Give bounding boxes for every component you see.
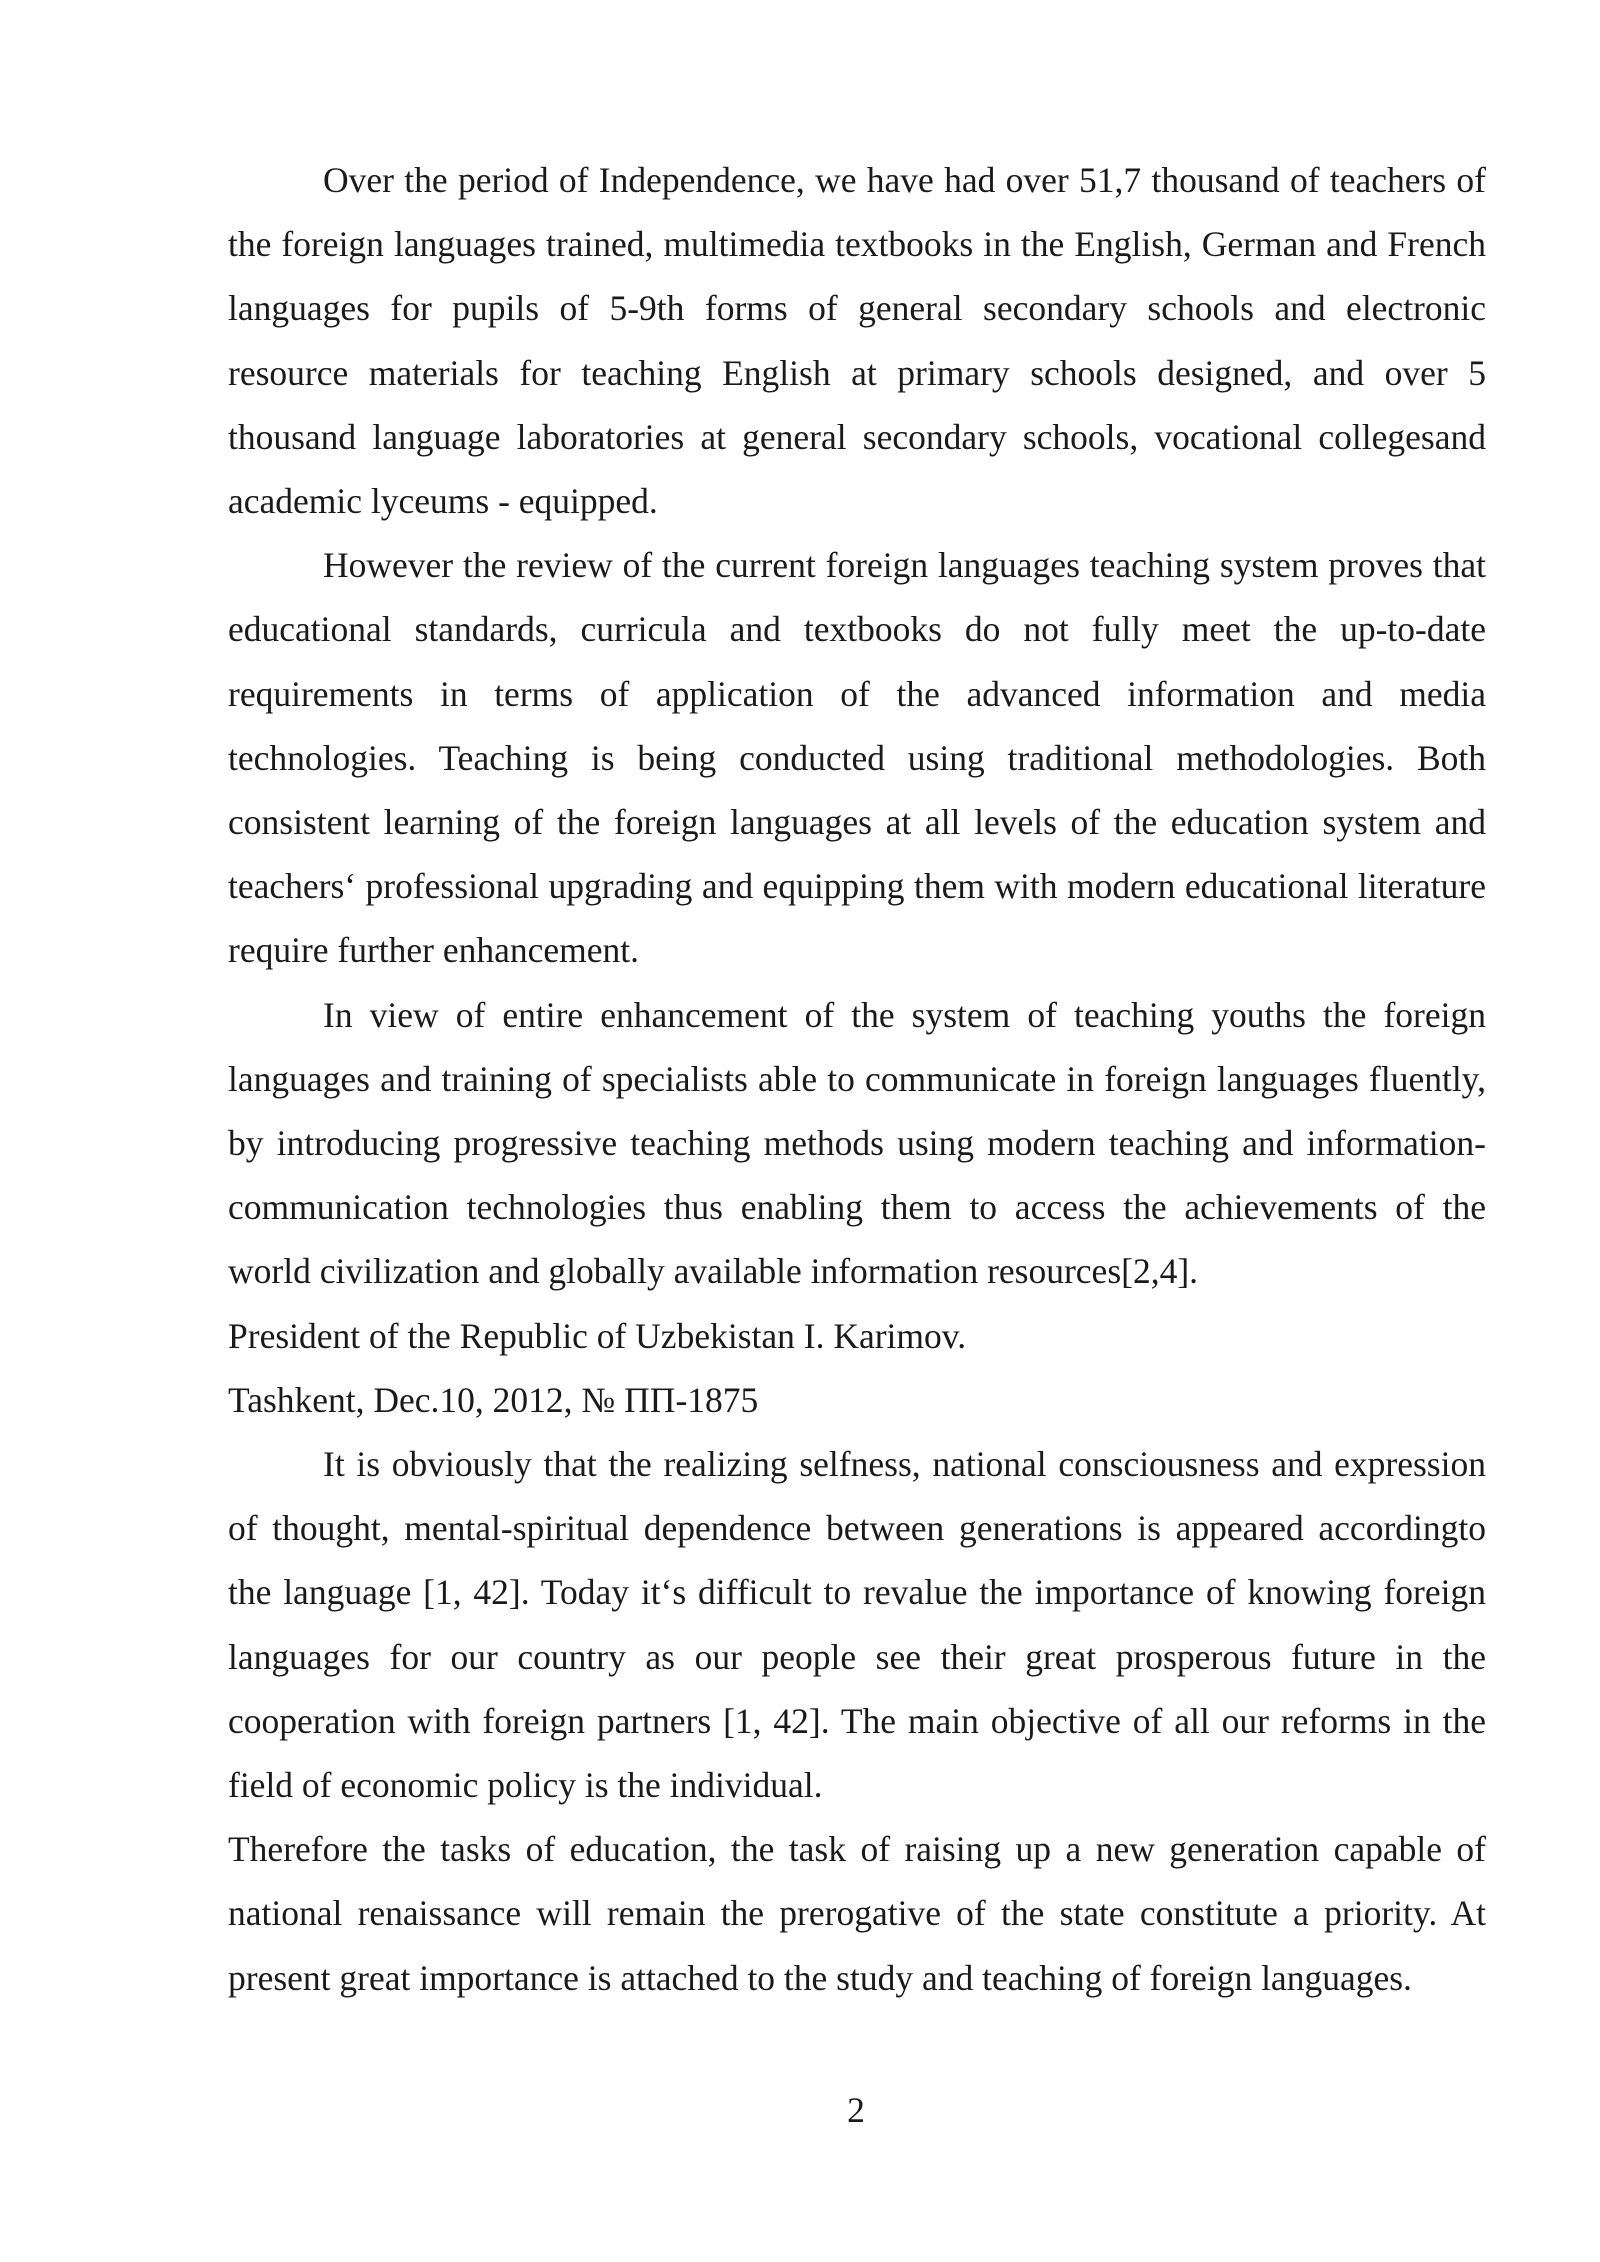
paragraph-education-tasks: Therefore the tasks of education, the task of raising up a new generation capable of national renaissance will remain the prerogative of the state constitute a priority. At present great importance is attached to the study and teaching of foreign languages. [228, 1829, 1486, 1998]
paragraph-teaching-system-review: However the review of the current foreign languages teaching system proves that educational standards, curricula and textbooks do not fully meet the up-to-date requirements in terms of application of the advanced information and media technologies. Teaching is being conducted using traditional methodologies. Both consistent learning of the foreign languages at all levels of the education system and teachers‘ professional upgrading and equipping them with modern educational literature require further enhancement. [228, 545, 1486, 971]
page-number: 2 [847, 2090, 865, 2130]
date-line: Tashkent, Dec.10, 2012, № ПП-1875 [228, 1379, 759, 1420]
paragraph-enhancement-goals: In view of entire enhancement of the system of teaching youths the foreign languages and training of specialists able to communicate in foreign languages fluently, by introducing progressive teaching methods using modern teaching and information-communication technologies thus enabling them to access the achievements of the world civilization and globally available information resources[2,4]. [228, 994, 1486, 1292]
paragraph-language-importance: It is obviously that the realizing selfness, national consciousness and expression of thought, mental-spiritual dependence between generations is appeared accordingto the language [1, 42]. Today it‘s difficult to revalue the importance of knowing foreign languages for our country as our people see their great prosperous future in the cooperation with foreign partners [1, 42]. The main objective of all our reforms in the field of economic policy is the individual. [228, 1444, 1486, 1806]
document-page [228, 148, 1486, 2010]
paragraph-independence-achievements: Over the period of Independence, we have had over 51,7 thousand of teachers of the foreign languages trained, multimedia textbooks in the English, German and French languages for pupils of 5-9th forms of general secondary schools and electronic resource materials for teaching English at primary schools designed, and over 5 thousand language laboratories at general secondary schools, vocational collegesand academic lyceums - equipped. [228, 160, 1486, 522]
signature-line: President of the Republic of Uzbekistan I. Karimov. [228, 1315, 967, 1356]
